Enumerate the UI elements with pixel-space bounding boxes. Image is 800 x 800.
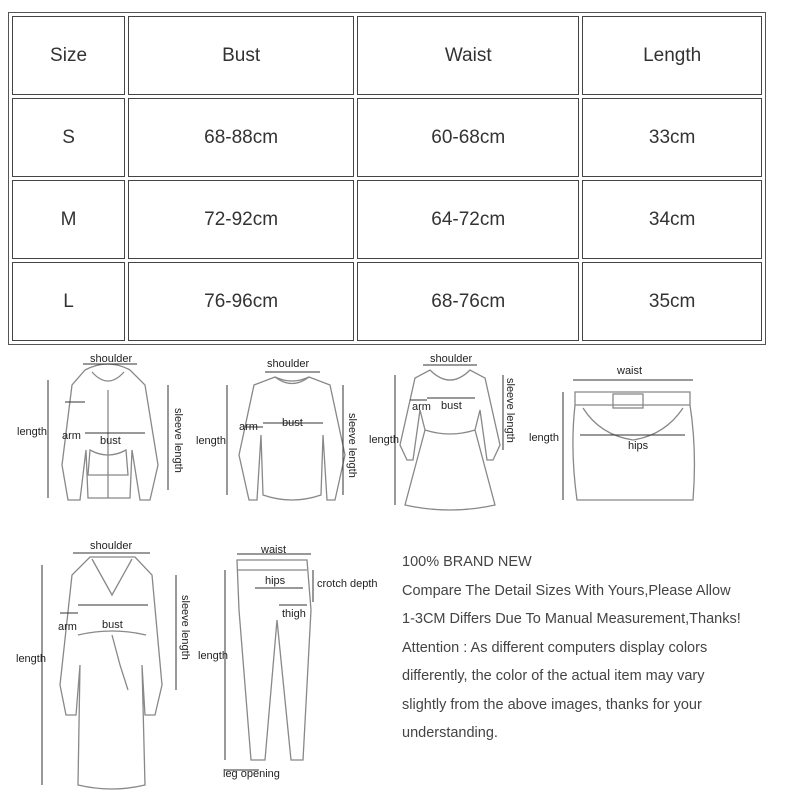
note-line: differently, the color of the actual item may vary <box>402 668 705 684</box>
product-notes <box>402 548 792 748</box>
sleeve-length-label: sleeve length <box>179 595 191 660</box>
shoulder-label: shoulder <box>267 358 310 370</box>
table-cell: L <box>12 262 125 341</box>
sleeve-length-label: sleeve length <box>504 378 516 443</box>
header-cell-length: Length <box>582 16 762 95</box>
header-cell-size: Size <box>12 16 125 95</box>
table-cell: 68-88cm <box>128 98 354 177</box>
header-cell-bust: Bust <box>128 16 354 95</box>
arm-label: arm <box>239 421 258 433</box>
table-cell: 60-68cm <box>357 98 579 177</box>
arm-label: arm <box>412 401 431 413</box>
length-label: length <box>198 650 228 662</box>
brand-new-text: 100% BRAND NEW <box>402 554 532 570</box>
coat-illustration <box>0 535 200 800</box>
table-row <box>12 98 762 177</box>
dress-diagram <box>365 350 535 520</box>
note-line: understanding. <box>402 725 498 741</box>
header-cell-waist: Waist <box>357 16 579 95</box>
table-header-row <box>12 16 762 95</box>
shoulder-label: shoulder <box>430 353 473 365</box>
note-line: Compare The Detail Sizes With Yours,Please Allow <box>402 582 731 599</box>
hoodie-diagram <box>0 350 200 520</box>
shoulder-label: shoulder <box>90 353 133 365</box>
hips-label: hips <box>628 440 649 452</box>
bust-label: bust <box>100 435 121 447</box>
thigh-label: thigh <box>282 608 306 620</box>
note-line: slightly from the above images, thanks for your <box>402 696 702 713</box>
table-cell: 33cm <box>582 98 762 177</box>
length-label: length <box>369 434 399 446</box>
table-cell: 72-92cm <box>128 180 354 259</box>
sleeve-length-label: sleeve length <box>346 413 358 478</box>
table-row <box>12 180 762 259</box>
length-label: length <box>17 426 47 438</box>
table-row <box>12 262 762 341</box>
sweater-diagram <box>195 355 375 520</box>
table-cell: S <box>12 98 125 177</box>
table-cell: 35cm <box>582 262 762 341</box>
shoulder-label: shoulder <box>90 540 133 552</box>
leg-opening-label: leg opening <box>223 768 280 780</box>
skirt-diagram <box>525 360 705 520</box>
arm-label: arm <box>62 430 81 442</box>
bust-label: bust <box>282 417 303 429</box>
hips-label: hips <box>265 575 286 587</box>
size-chart-table <box>8 12 766 345</box>
crotch-depth-label: crotch depth <box>317 578 378 590</box>
bust-label: bust <box>441 400 462 412</box>
length-label: length <box>16 653 46 665</box>
table-cell: 34cm <box>582 180 762 259</box>
bust-label: bust <box>102 619 123 631</box>
arm-label: arm <box>58 621 77 633</box>
table-cell: 64-72cm <box>357 180 579 259</box>
length-label: length <box>196 435 226 447</box>
attention-text: Attention : As different computers display colors <box>402 639 708 656</box>
length-label: length <box>529 432 559 444</box>
pants-illustration <box>195 540 385 785</box>
waist-label: waist <box>617 365 643 377</box>
pants-diagram <box>195 540 385 785</box>
table-cell: 68-76cm <box>357 262 579 341</box>
table-cell: 76-96cm <box>128 262 354 341</box>
note-line: 1-3CM Differs Due To Manual Measurement,Thanks! <box>402 611 741 627</box>
table-cell: M <box>12 180 125 259</box>
waist-label: waist <box>261 544 287 556</box>
coat-diagram <box>0 535 200 800</box>
sleeve-length-label: sleeve length <box>172 408 184 473</box>
